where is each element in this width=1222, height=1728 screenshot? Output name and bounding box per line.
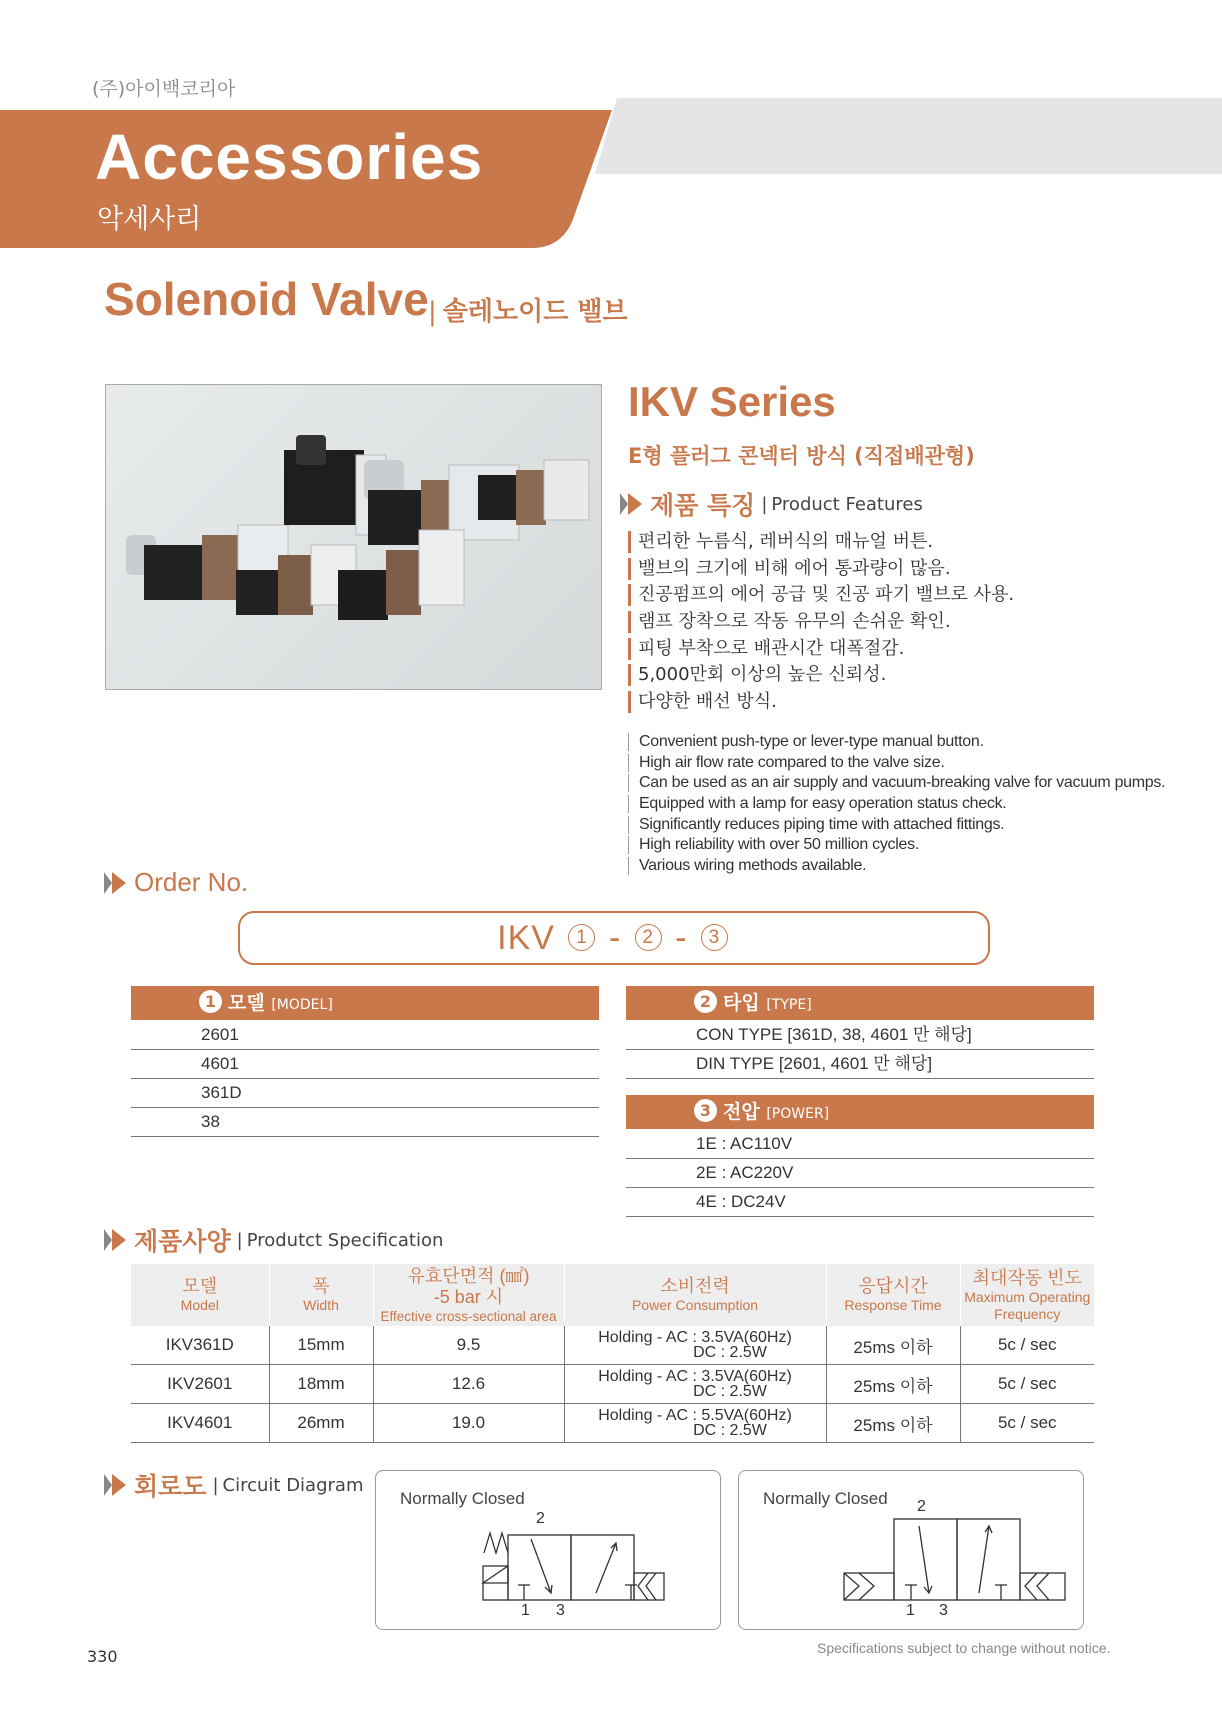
spec-area: 9.5 (373, 1326, 564, 1365)
notice-text: Specifications subject to change without notice. (817, 1640, 1111, 1656)
spec-heading-ko: 제품사양 (134, 1227, 231, 1256)
model-title-ko: 모델 (228, 992, 265, 1014)
power-table-header (626, 1095, 1094, 1129)
port-2-label: 2 (536, 1510, 545, 1527)
spec-table (131, 1264, 1094, 1443)
spec-area: 19.0 (373, 1404, 564, 1443)
model-row: 2601 (131, 1021, 599, 1050)
model-table-rows (131, 1021, 599, 1137)
spec-width: 26mm (269, 1404, 373, 1443)
type-number-badge: 2 (694, 990, 717, 1013)
arrow-icon (112, 1229, 126, 1251)
order-heading (112, 867, 248, 898)
solenoid-valves-image (106, 385, 601, 689)
spec-model: IKV2601 (131, 1365, 269, 1404)
feature-item-ko: 피팅 부착으로 배관시간 대폭절감. (628, 638, 1014, 660)
circuit-diagram-1 (375, 1470, 721, 1630)
type-table-rows (626, 1021, 1094, 1079)
order-slot-1: 1 (568, 924, 595, 951)
model-row: 4601 (131, 1050, 599, 1079)
spec-heading (112, 1222, 443, 1258)
spec-model: IKV4601 (131, 1404, 269, 1443)
section-title-korean (428, 291, 628, 328)
port-2-label: 2 (917, 1498, 926, 1515)
order-slot-2: 2 (635, 924, 662, 951)
spec-width: 15mm (269, 1326, 373, 1365)
power-title-ko: 전압 (723, 1101, 760, 1123)
type-title-ko: 타입 (723, 992, 760, 1014)
model-table-header (131, 986, 599, 1020)
series-title: IKV Series (628, 378, 836, 425)
spec-response: 25ms 이하 (826, 1404, 960, 1443)
valve-symbol (739, 1471, 1083, 1629)
feature-item-en: High reliability with over 50 million cycles. (628, 836, 1165, 854)
model-number-badge: 1 (199, 990, 222, 1013)
order-slot-3: 3 (701, 924, 728, 951)
power-row: 4E : DC24V (626, 1188, 1094, 1217)
table-row (131, 1326, 1094, 1365)
order-dash: - (608, 919, 622, 957)
feature-item-en: Significantly reduces piping time with attached fittings. (628, 816, 1165, 834)
spec-response: 25ms 이하 (826, 1326, 960, 1365)
series-subtitle: E형 플러그 콘넥터 방식 (직접배관형) (628, 444, 975, 468)
spec-power: Holding - AC : 3.5VA(60Hz) DC : 2.5W (564, 1365, 826, 1404)
feature-item-en: Equipped with a lamp for easy operation status check. (628, 795, 1165, 813)
model-row: 361D (131, 1079, 599, 1108)
power-number-badge: 3 (694, 1099, 717, 1122)
header-title: Accessories (95, 121, 484, 193)
order-dash: - (675, 919, 688, 957)
spec-col-response: 응답시간 Response Time (826, 1264, 960, 1326)
order-code (497, 919, 731, 957)
spec-power: Holding - AC : 5.5VA(60Hz) DC : 2.5W (564, 1404, 826, 1443)
port-3-label: 3 (556, 1602, 565, 1619)
header-gray-band (595, 98, 1222, 174)
type-row: DIN TYPE [2601, 4601 만 해당] (626, 1050, 1094, 1079)
feature-item-ko: 다양한 배선 방식. (628, 691, 1014, 713)
features-heading (628, 486, 923, 522)
model-title-en: [MODEL] (271, 997, 333, 1013)
table-row (131, 1404, 1094, 1443)
spec-model: IKV361D (131, 1326, 269, 1365)
order-code-box (238, 911, 990, 965)
feature-item-ko: 5,000만회 이상의 높은 신뢰성. (628, 664, 1014, 686)
feature-item-en: Can be used as an air supply and vacuum-breaking valve for vacuum pumps. (628, 774, 1165, 792)
type-table-header (626, 986, 1094, 1020)
circuit-heading (112, 1467, 363, 1503)
type-row: CON TYPE [361D, 38, 4601 만 해당] (626, 1021, 1094, 1050)
spec-col-area: 유효단면적 (㎟) -5 bar 시 Effective cross-sectional area (373, 1264, 564, 1326)
features-list-en (628, 733, 1165, 878)
spec-frequency: 5c / sec (960, 1365, 1094, 1404)
circuit-label: Normally Closed (763, 1489, 888, 1508)
port-3-label: 3 (939, 1602, 948, 1619)
arrow-icon (628, 493, 642, 515)
order-prefix: IKV (497, 919, 555, 957)
spec-header-row (131, 1264, 1094, 1326)
features-heading-ko: 제품 특징 (650, 491, 756, 520)
page-number: 330 (87, 1647, 118, 1666)
arrow-icon (112, 872, 126, 894)
power-row: 2E : AC220V (626, 1159, 1094, 1188)
spec-frequency: 5c / sec (960, 1404, 1094, 1443)
order-heading-text: Order No. (134, 867, 249, 897)
section-title-ko-text: 솔레노이드 밸브 (442, 297, 628, 327)
power-table-rows (626, 1130, 1094, 1217)
separator: | (428, 297, 437, 327)
port-1-label: 1 (906, 1602, 915, 1619)
feature-item-ko: 진공펌프의 에어 공급 및 진공 파기 밸브로 사용. (628, 584, 1014, 606)
port-1-label: 1 (521, 1602, 530, 1619)
feature-item-en: Convenient push-type or lever-type manual button. (628, 733, 1165, 751)
spec-col-power: 소비전력 Power Consumption (564, 1264, 826, 1326)
feature-item-en: Various wiring methods available. (628, 857, 1165, 875)
model-row: 38 (131, 1108, 599, 1137)
header-subtitle: 악세사리 (97, 204, 202, 235)
spec-frequency: 5c / sec (960, 1326, 1094, 1365)
features-list-ko (628, 531, 1014, 718)
circuit-heading-ko: 회로도 (134, 1472, 207, 1501)
spec-power: Holding - AC : 3.5VA(60Hz) DC : 2.5W (564, 1326, 826, 1365)
power-row: 1E : AC110V (626, 1130, 1094, 1159)
feature-item-ko: 램프 장착으로 작동 유무의 손쉬운 확인. (628, 611, 1014, 633)
spec-col-model: 모델 Model (131, 1264, 269, 1326)
power-title-en: [POWER] (766, 1106, 830, 1122)
circuit-heading-en: | Circuit Diagram (212, 1474, 364, 1496)
features-heading-en: | Product Features (761, 493, 923, 515)
circuit-diagram-2 (738, 1470, 1084, 1630)
feature-item-ko: 밸브의 크기에 비해 에어 통과량이 많음. (628, 558, 1014, 580)
company-name: (주)아이백코리아 (92, 78, 236, 100)
product-photo (105, 384, 602, 690)
section-title: Solenoid Valve (104, 273, 429, 325)
type-title-en: [TYPE] (766, 997, 812, 1013)
spec-col-frequency: 최대작동 빈도 Maximum Operating Frequency (960, 1264, 1094, 1326)
feature-item-en: High air flow rate compared to the valve size. (628, 754, 1165, 772)
spec-width: 18mm (269, 1365, 373, 1404)
arrow-icon (112, 1474, 126, 1496)
spec-col-width: 폭 Width (269, 1264, 373, 1326)
feature-item-ko: 편리한 누름식, 레버식의 매뉴얼 버튼. (628, 531, 1014, 553)
table-row (131, 1365, 1094, 1404)
spec-response: 25ms 이하 (826, 1365, 960, 1404)
circuit-label: Normally Closed (400, 1489, 525, 1508)
valve-symbol (376, 1471, 720, 1629)
spec-area: 12.6 (373, 1365, 564, 1404)
spec-heading-en: | Produtct Specification (236, 1229, 444, 1251)
